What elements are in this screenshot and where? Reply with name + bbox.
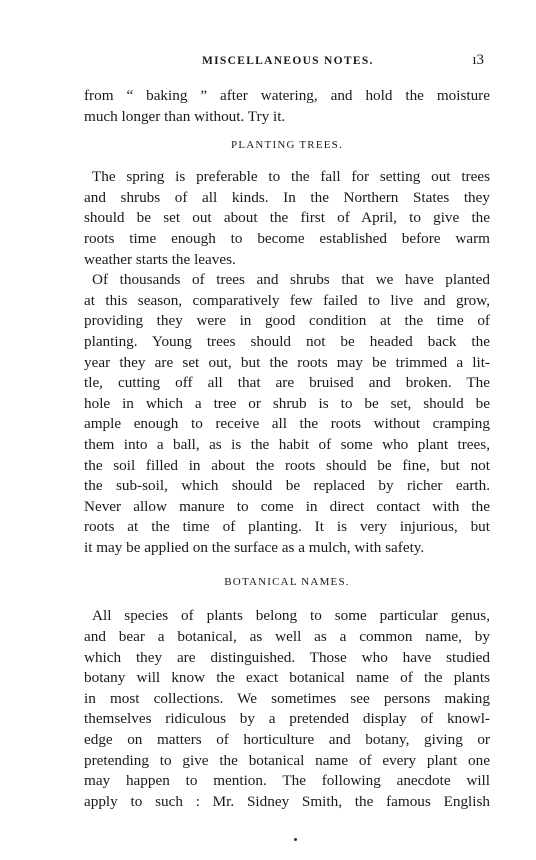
text-line: the sub-soil, which should be replaced by richer earth. <box>84 477 490 495</box>
text-line: planting. Young trees should not be headed back the <box>84 332 490 350</box>
text-line: may happen to mention. The following anecdote will <box>84 772 490 790</box>
page-number: ı3 <box>472 52 484 68</box>
text-line: which they are distinguished. Those who have studied <box>84 648 490 666</box>
text-line: at this season, comparatively few failed to live and grow, <box>84 291 490 309</box>
text-line: and bear a botanical, as well as a common name, by <box>84 628 490 646</box>
text-line: in most collections. We sometimes see persons making <box>84 689 490 707</box>
text-line: themselves ridiculous by a pretended display of knowl- <box>84 710 490 728</box>
text-line: Never allow manure to come in direct contact with the <box>84 497 490 515</box>
section-heading-planting-trees: PLANTING TREES. <box>231 139 343 152</box>
text-line: pretending to give the botanical name of every plant one <box>84 751 490 769</box>
text-line: should be set out about the first of April, to give the <box>84 209 490 227</box>
section-heading-botanical-names: BOTANICAL NAMES. <box>224 576 350 589</box>
text-line: much longer than without. Try it. <box>84 107 286 125</box>
text-line: ample enough to receive all the roots without cramping <box>84 415 490 433</box>
text-line: and shrubs of all kinds. In the Northern States they <box>84 188 490 206</box>
text-line: from “ baking ” after watering, and hold the moisture <box>84 87 490 104</box>
running-title: MISCELLANEOUS NOTES. <box>202 55 374 67</box>
text-line: roots at the time of planting. It is very injurious, but <box>84 518 490 536</box>
text-line: the soil filled in about the roots should be fine, but not <box>84 456 490 474</box>
body-text <box>84 86 490 812</box>
text-line: providing they were in good condition at the time of <box>84 312 490 330</box>
text-line: them into a ball, as is the habit of some who plant trees, <box>84 435 490 453</box>
text-line: The spring is preferable to the fall for setting out trees <box>92 168 490 186</box>
text-line: botany will know the exact botanical name of the plants <box>84 669 490 687</box>
text-line: All species of plants belong to some particular genus, <box>92 607 490 625</box>
text-line: weather starts the leaves. <box>84 250 236 268</box>
text-line: roots time enough to become established before warm <box>84 229 490 247</box>
running-head <box>84 52 484 75</box>
text-line: year they are set out, but the roots may be trimmed a lit- <box>84 353 490 371</box>
text-line: apply to such : Mr. Sidney Smith, the famous English <box>84 792 490 810</box>
footer-mark <box>294 838 297 841</box>
text-line: tle, cutting off all that are bruised and broken. The <box>84 374 490 392</box>
text-line: it may be applied on the surface as a mulch, with safety. <box>84 538 425 556</box>
text-line: Of thousands of trees and shrubs that we have planted <box>92 271 490 289</box>
text-line: hole in which a tree or shrub is to be set, should be <box>84 394 490 412</box>
text-line: edge on matters of horticulture and botany, giving or <box>84 731 490 749</box>
